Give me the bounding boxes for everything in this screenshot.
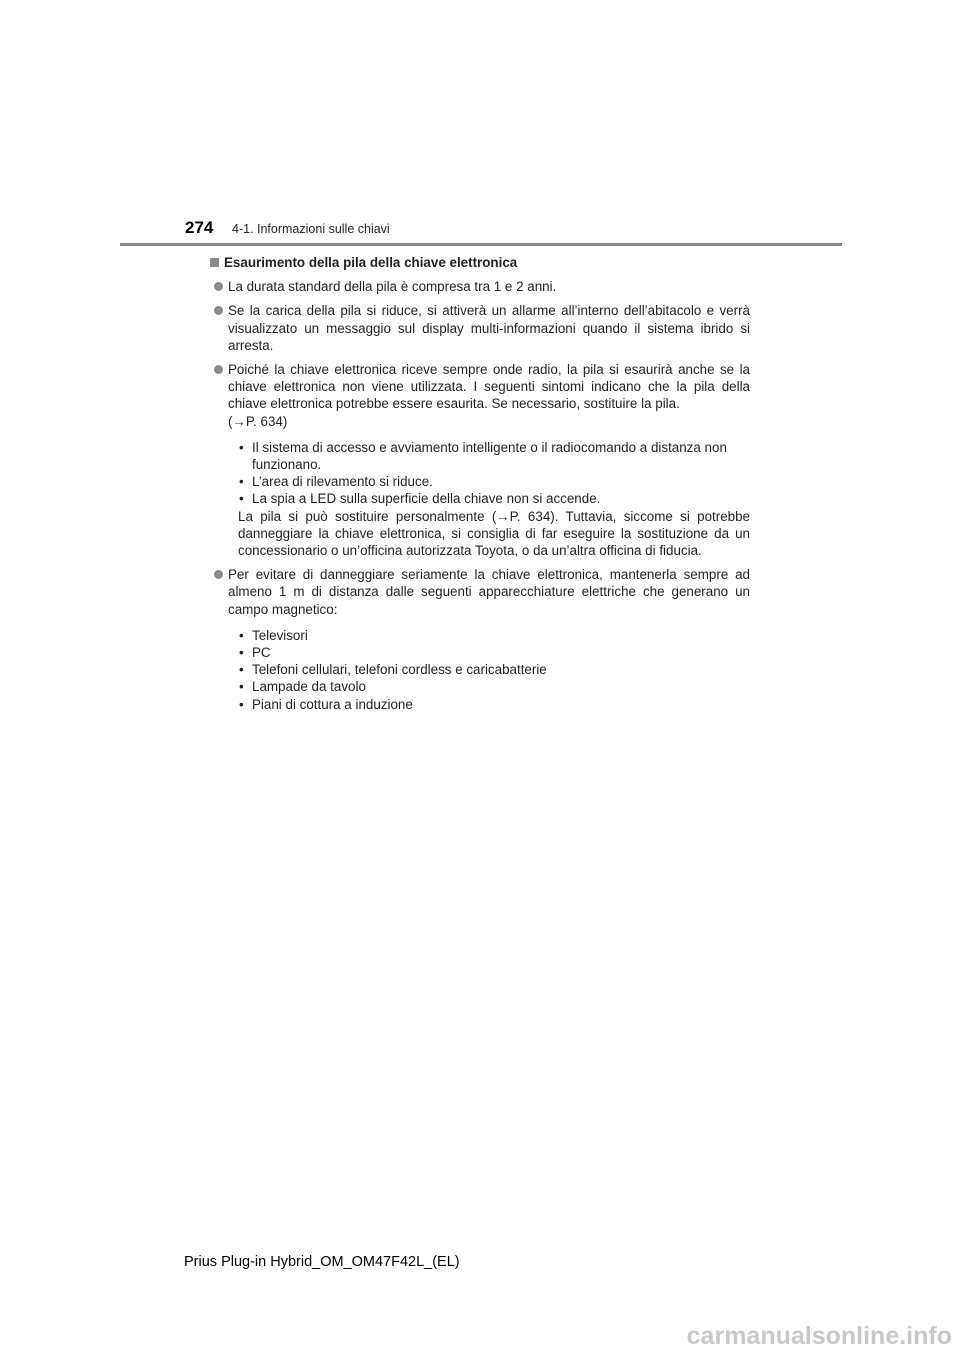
dot-bullet-icon: •: [239, 679, 244, 695]
running-header: 4-1. Informazioni sulle chiavi: [232, 222, 390, 236]
circle-bullet-icon: [214, 306, 223, 315]
bullet-item: [210, 302, 750, 354]
page-number: 274: [185, 218, 214, 237]
dot-bullet-icon: •: [239, 645, 244, 661]
circle-bullet-icon: [214, 365, 223, 374]
circle-bullet-icon: [214, 282, 223, 291]
bullet-item: [210, 566, 750, 618]
bullet-text: Per evitare di danneggiare seriamente la chiave elettronica, mantenerla sempre ad almeno 1 m di distanza dalle seguenti apparecchiature elettriche che generano un campo magnetico:: [228, 567, 750, 617]
header-divider: [120, 243, 842, 246]
section-heading-text: Esaurimento della pila della chiave elettronica: [224, 255, 518, 270]
watermark-text: carmanualsonline.info: [686, 1322, 952, 1350]
circle-bullet-icon: [214, 570, 223, 579]
bullet-text: Poiché la chiave elettronica riceve sempre onde radio, la pila si esaurirà anche se la chiave elettronica non viene utilizzata. I seguenti sintomi indicano che la pila della chiave elettronica potrebbe essere esaurita. Se necessario, sostituire la pila.: [228, 362, 750, 412]
dot-bullet-icon: •: [239, 627, 244, 643]
list-item: • Telefoni cellulari, telefoni cordless e caricabatterie: [239, 662, 547, 678]
page-reference: (→P. 634): [228, 413, 288, 429]
bullet-item: [210, 361, 750, 430]
dot-bullet-icon: •: [239, 662, 244, 678]
list-item: • Piani di cottura a induzione: [239, 696, 413, 712]
dot-bullet-icon: •: [239, 491, 244, 507]
list-item: • La spia a LED sulla superficie della chiave non si accende.: [239, 491, 601, 507]
list-item: • Lampade da tavolo: [239, 679, 366, 695]
replacement-note: La pila si può sostituire personalmente (→P. 634). Tuttavia, siccome si potrebbe danneggiare la chiave elettronica, si consiglia di far eseguire la sostituzione da un concessionario o un’officina autorizzata Toyota, o da un’altra officina di fiducia.: [238, 508, 750, 559]
appliance-list: [238, 627, 750, 713]
symptom-list: [238, 439, 750, 508]
list-item: • Il sistema di accesso e avviamento intelligente o il radiocomando a distanza non funzionano.: [239, 439, 727, 473]
document-id: Prius Plug-in Hybrid_OM_OM47F42L_(EL): [184, 1254, 460, 1270]
bullet-text: Se la carica della pila si riduce, si attiverà un allarme all’interno dell’abitacolo e verrà visualizzato un messaggio sul display multi-informazioni quando il sistema ibrido si arresta.: [228, 303, 750, 353]
square-bullet-icon: [210, 258, 219, 267]
dot-bullet-icon: •: [239, 696, 244, 712]
section-heading: [210, 254, 750, 271]
list-item: • PC: [239, 645, 271, 661]
bullet-text: La durata standard della pila è compresa tra 1 e 2 anni.: [228, 279, 557, 295]
list-item: • Televisori: [239, 627, 308, 643]
bullet-item: [210, 278, 750, 295]
dot-bullet-icon: •: [239, 439, 244, 455]
list-item: • L’area di rilevamento si riduce.: [239, 474, 433, 490]
main-content: [210, 254, 750, 713]
dot-bullet-icon: •: [239, 474, 244, 490]
